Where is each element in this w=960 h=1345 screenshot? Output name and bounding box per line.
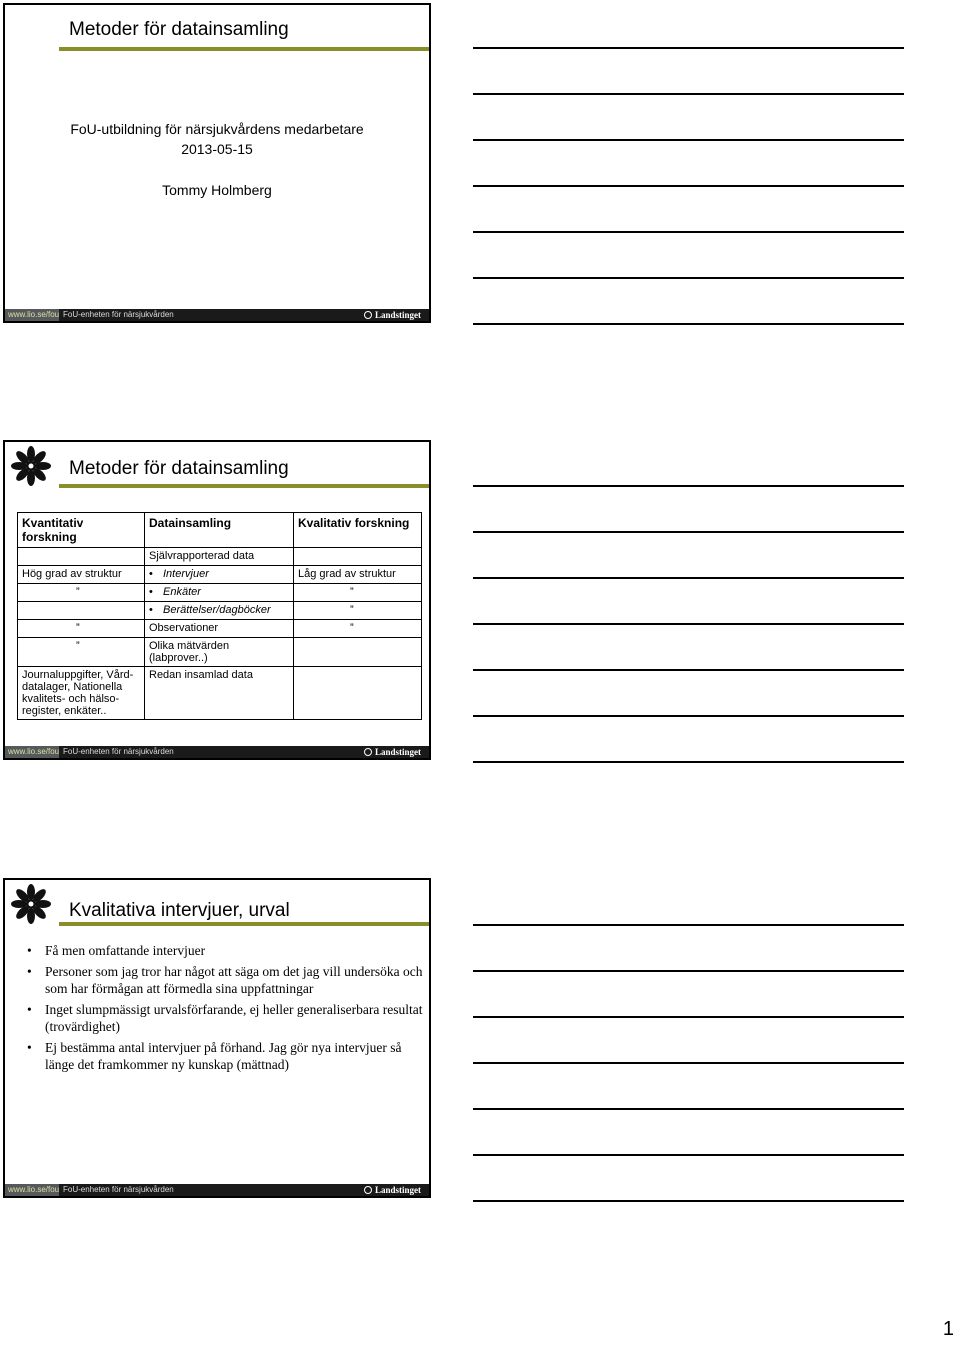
header-qualitative: Kvalitativ forskning xyxy=(294,513,422,548)
bullet-item: • Inget slumpmässigt urvalsförfarande, ej heller generaliserbara resultat (trovärdighet) xyxy=(23,1001,423,1036)
title-underline xyxy=(59,922,429,926)
note-line xyxy=(473,47,904,49)
table-cell: ” xyxy=(18,638,145,667)
table-row xyxy=(18,638,422,667)
slide-title-bar xyxy=(5,5,429,49)
table-cell: Hög grad av struktur xyxy=(18,566,145,584)
table-cell xyxy=(18,602,145,620)
note-line xyxy=(473,1016,904,1018)
footer-brand-text: Landstinget xyxy=(374,310,421,320)
table-header-row xyxy=(18,513,422,548)
table-row xyxy=(18,667,422,720)
note-line xyxy=(473,761,904,763)
note-line xyxy=(473,623,904,625)
note-line xyxy=(473,485,904,487)
footer-url: www.lio.se/fou xyxy=(5,1184,59,1196)
table-cell: ” xyxy=(294,620,422,638)
snowflake-logo-icon xyxy=(9,444,53,488)
note-line xyxy=(473,231,904,233)
slide-title: Kvalitativa intervjuer, urval xyxy=(69,900,290,921)
table-row xyxy=(18,566,422,584)
author-name: Tommy Holmberg xyxy=(162,182,272,198)
note-line xyxy=(473,1200,904,1202)
slide-1 xyxy=(3,3,431,323)
footer-url: www.lio.se/fou xyxy=(5,309,59,321)
note-line xyxy=(473,323,904,325)
note-line xyxy=(473,185,904,187)
table-row xyxy=(18,602,422,620)
note-line xyxy=(473,577,904,579)
slide-3 xyxy=(3,878,431,1198)
table-cell: Redan insamlad data xyxy=(145,667,294,720)
table-cell xyxy=(145,584,294,602)
bullet-text: Berättelser/dagböcker xyxy=(163,604,271,616)
footer-brand xyxy=(364,309,421,321)
slide-title: Metoder för datainsamling xyxy=(69,19,289,40)
title-underline xyxy=(59,47,429,51)
bullet-item: • Få men omfattande intervjuer xyxy=(23,942,423,960)
slide-title-bar xyxy=(5,442,429,486)
table-cell: Olika mätvärden (labprover..) xyxy=(145,638,294,667)
bullet-text: Intervjuer xyxy=(163,568,209,580)
note-line xyxy=(473,1108,904,1110)
header-quantitative: Kvantitativ forskning xyxy=(18,513,145,548)
note-line xyxy=(473,93,904,95)
table-cell: ” xyxy=(294,584,422,602)
methods-table xyxy=(17,512,422,720)
table-cell xyxy=(145,566,294,584)
note-line xyxy=(473,669,904,671)
slide-title-bar xyxy=(5,880,429,924)
note-line xyxy=(473,715,904,717)
table-cell: Observationer xyxy=(145,620,294,638)
note-line xyxy=(473,1154,904,1156)
footer-brand xyxy=(364,1184,421,1196)
table-cell xyxy=(294,667,422,720)
footer-org: FoU-enheten för närsjukvården xyxy=(63,1185,174,1194)
footer-brand xyxy=(364,746,421,758)
table-cell: Självrapporterad data xyxy=(145,548,294,566)
table-cell xyxy=(294,548,422,566)
table-cell: ” xyxy=(294,602,422,620)
snowflake-logo-icon xyxy=(9,882,53,926)
table-row xyxy=(18,584,422,602)
slide-footer xyxy=(5,746,429,758)
slide-title: Metoder för datainsamling xyxy=(69,458,289,479)
landstinget-logo-icon xyxy=(364,748,372,756)
footer-brand-text: Landstinget xyxy=(374,1185,421,1195)
footer-url: www.lio.se/fou xyxy=(5,746,59,758)
bullet-item: • Personer som jag tror har något att säga om det jag vill undersöka och som har förmågan att förmedla sina uppfattningar xyxy=(23,963,423,998)
bullet-text: Enkäter xyxy=(163,586,201,598)
table-cell xyxy=(18,548,145,566)
table-cell: ” xyxy=(18,620,145,638)
subtitle-line-1: FoU-utbildning för närsjukvårdens medarbetare xyxy=(70,121,364,137)
table-cell: ” xyxy=(18,584,145,602)
bullet-item: • Ej bestämma antal intervjuer på förhand. Jag gör nya intervjuer så länge det framkommer ny kunskap (mättnad) xyxy=(23,1039,423,1074)
header-data-collection: Datainsamling xyxy=(145,513,294,548)
note-line xyxy=(473,924,904,926)
landstinget-logo-icon xyxy=(364,1186,372,1194)
note-line xyxy=(473,277,904,279)
landstinget-logo-icon xyxy=(364,311,372,319)
note-line xyxy=(473,970,904,972)
slide-footer xyxy=(5,1184,429,1196)
note-line xyxy=(473,531,904,533)
footer-org: FoU-enheten för närsjukvården xyxy=(63,747,174,756)
title-underline xyxy=(59,484,429,488)
slide-footer xyxy=(5,309,429,321)
table-cell xyxy=(145,602,294,620)
table-row xyxy=(18,620,422,638)
note-line xyxy=(473,139,904,141)
note-line xyxy=(473,1062,904,1064)
page-number: 1 xyxy=(942,1318,954,1340)
table-row xyxy=(18,548,422,566)
footer-brand-text: Landstinget xyxy=(374,747,421,757)
table-cell: Låg grad av struktur xyxy=(294,566,422,584)
footer-org: FoU-enheten för närsjukvården xyxy=(63,310,174,319)
table-cell: Journaluppgifter, Vård-datalager, Nationella kvalitets- och hälso-register, enkäter.. xyxy=(18,667,145,720)
slide-2 xyxy=(3,440,431,760)
bullet-list xyxy=(23,942,423,1077)
table-cell xyxy=(294,638,422,667)
subtitle-date: 2013-05-15 xyxy=(181,141,253,157)
